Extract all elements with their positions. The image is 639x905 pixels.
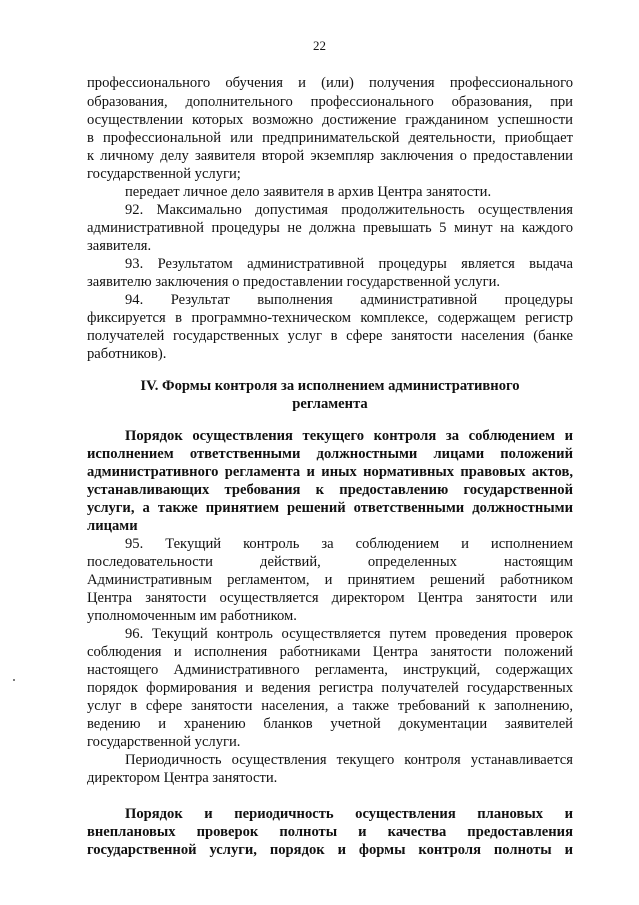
text-line: 94. Результат выполнения административной процедуры <box>125 292 573 308</box>
text-line: Периодичность осуществления текущего контроля устанавливается <box>125 752 573 768</box>
subheading-line: устанавливающих требования к предоставлению государственной <box>87 482 573 498</box>
text-line: заявителя. <box>87 238 152 254</box>
text-line: порядок формирования и ведения регистра получателей государственных <box>87 680 573 696</box>
text-line: директором Центра занятости. <box>87 770 278 786</box>
text-line: к личному делу заявителя второй экземпляр заключения о предоставлении <box>87 148 573 164</box>
subheading-line: Порядок и периодичность осуществления плановых и <box>125 806 573 822</box>
text-line: уполномоченным им работником. <box>87 608 297 624</box>
text-line: в профессиональной или предпринимательской деятельности, приобщает <box>87 130 573 146</box>
margin-dot <box>13 679 15 681</box>
text-line: соблюдения и исполнения работниками Центра занятости положений <box>87 644 573 660</box>
text-line: государственной услуги. <box>87 734 241 750</box>
subheading-line: Порядок осуществления текущего контроля за соблюдением и <box>125 428 573 444</box>
text-line: осуществлении которых возможно достижение гражданином успешности <box>87 112 573 128</box>
text-line: 92. Максимально допустимая продолжительность осуществления <box>125 202 573 218</box>
subheading-line: административного регламента и иных нормативных правовых актов, <box>87 464 573 480</box>
subheading-line: лицами <box>87 518 138 534</box>
text-line: 95. Текущий контроль за соблюдением и исполнением <box>125 536 573 552</box>
page-number: 22 <box>313 38 326 53</box>
text-line: последовательности действий, определенных настоящим <box>87 554 573 570</box>
subheading-line: исполнением ответственными должностными лицами положений <box>87 446 573 462</box>
text-line: административной процедуры не должна превышать 5 минут на каждого <box>87 220 573 236</box>
text-line: заявителю заключения о предоставлении государственной услуги. <box>87 274 501 290</box>
text-line: Центра занятости осуществляется директором Центра занятости или <box>87 590 573 606</box>
text-line: передает личное дело заявителя в архив Центра занятости. <box>125 184 492 200</box>
text-line: получателей государственных услуг в сфере занятости населения (банке <box>87 328 573 344</box>
subheading-line: внеплановых проверок полноты и качества предоставления <box>87 824 573 840</box>
text-line: 96. Текущий контроль осуществляется путем проведения проверок <box>125 626 573 642</box>
subheading-line: услуги, а также принятием решений ответственными должностными <box>87 500 573 516</box>
text-line: государственной услуги; <box>87 166 241 182</box>
subheading-line: государственной услуги, порядок и формы контроля полноты и <box>87 842 573 858</box>
text-line: работников). <box>87 346 167 362</box>
text-line: ведению и хранению бланков учетной документации заявителей <box>87 716 573 732</box>
section-heading: IV. Формы контроля за исполнением административного <box>140 378 520 394</box>
text-line: услуг в сфере занятости населения, а также требований к заполнению, <box>87 698 573 714</box>
text-line: Административным регламентом, и принятием решений работником <box>87 572 573 588</box>
text-line: образования, дополнительного профессионального образования, при <box>87 94 573 110</box>
text-line: настоящего Административного регламента, инструкций, содержащих <box>87 662 573 678</box>
text-line: 93. Результатом административной процедуры является выдача <box>125 256 573 272</box>
section-heading: регламента <box>292 396 368 412</box>
text-line: фиксируется в программно-техническом комплексе, содержащем регистр <box>87 310 573 326</box>
text-line: профессионального обучения и (или) получения профессионального <box>87 75 573 91</box>
